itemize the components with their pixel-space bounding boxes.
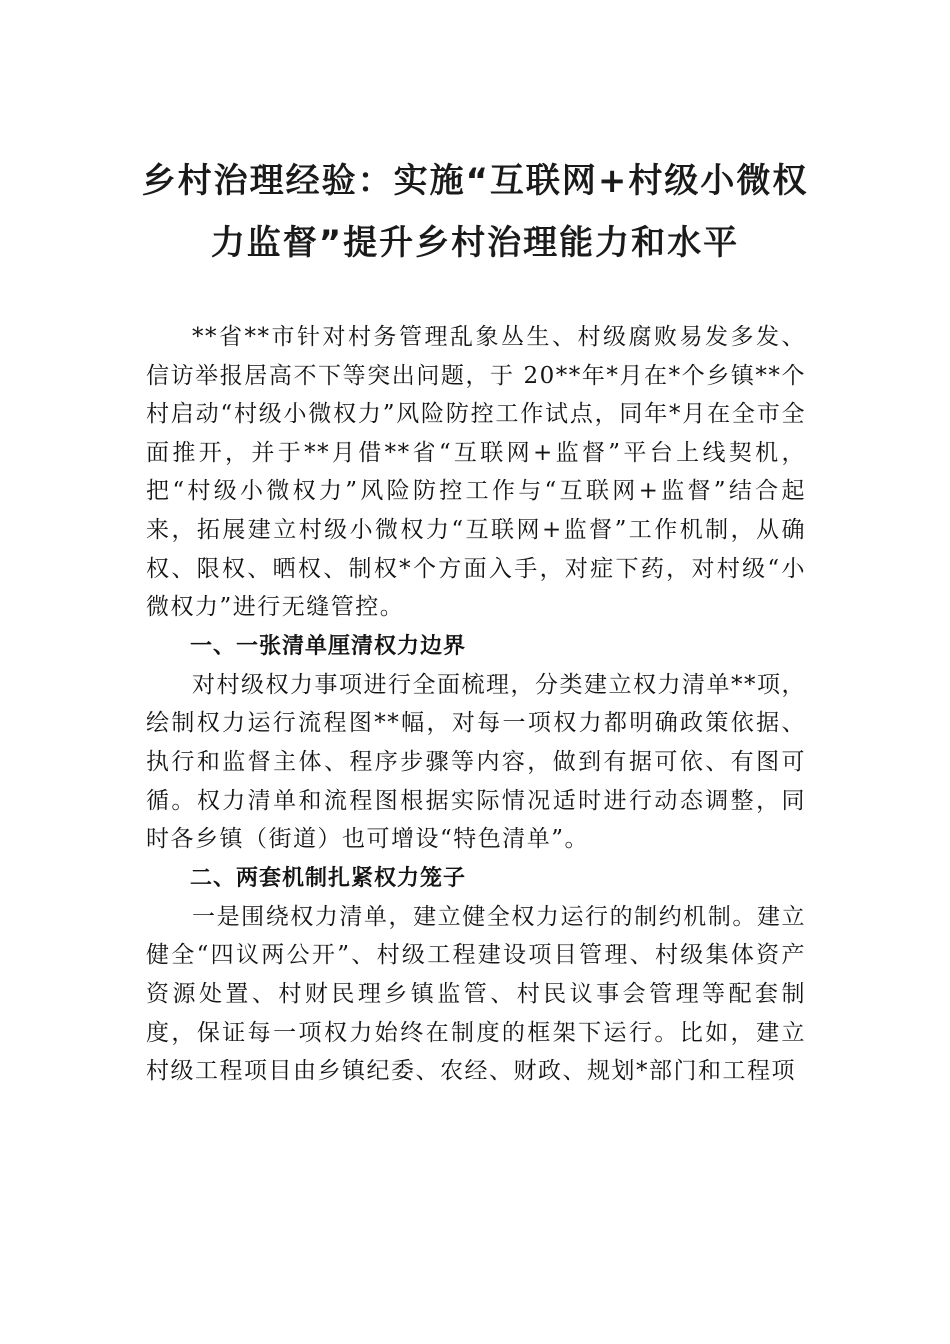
section-2-paragraph: 一是围绕权力清单，建立健全权力运行的制约机制。建立健全“四议两公开”、村级工程建设项目管理、村级集体资产资源处置、村财民理乡镇监管、村民议事会管理等配套制度，保证每一项权力始终在制度的框架下运行。比如，建立村级工程项目由乡镇纪委、农经、财政、规划*部门和工程项 <box>146 903 806 1085</box>
section-heading-2: 二、两套机制扎紧权力笼子 <box>190 865 467 891</box>
intro-paragraph: **省**市针对村务管理乱象丛生、村级腐败易发多发、信访举报居高不下等突出问题，于 20**年*月在*个乡镇**个村启动“村级小微权力”风险防控工作试点，同年*月在全市全面推开，并于**月借**省“互联网+监督”平台上线契机，把“村级小微权力”风险防控工作与“互联网+监督”结合起来，拓展建立村级小微权力“互联网+监督”工作机制，从确权、限权、晒权、制权*个方面入手，对症下药，对村级“小微权力”进行无缝管控。 <box>146 324 806 621</box>
document-body <box>146 318 806 1091</box>
section-heading-1: 一、一张清单厘清权力边界 <box>190 633 467 659</box>
title-line-2: 力监督”提升乡村治理能力和水平 <box>210 223 740 263</box>
title-line-1: 乡村治理经验：实施“互联网+村级小微权 <box>141 161 809 201</box>
section-1-paragraph: 对村级权力事项进行全面梳理，分类建立权力清单**项，绘制权力运行流程图**幅，对每一项权力都明确政策依据、执行和监督主体、程序步骤等内容，做到有据可依、有图可循。权力清单和流程图根据实际情况适时进行动态调整，同时各乡镇（街道）也可增设“特色清单”。 <box>146 671 806 853</box>
document-title <box>130 150 820 274</box>
